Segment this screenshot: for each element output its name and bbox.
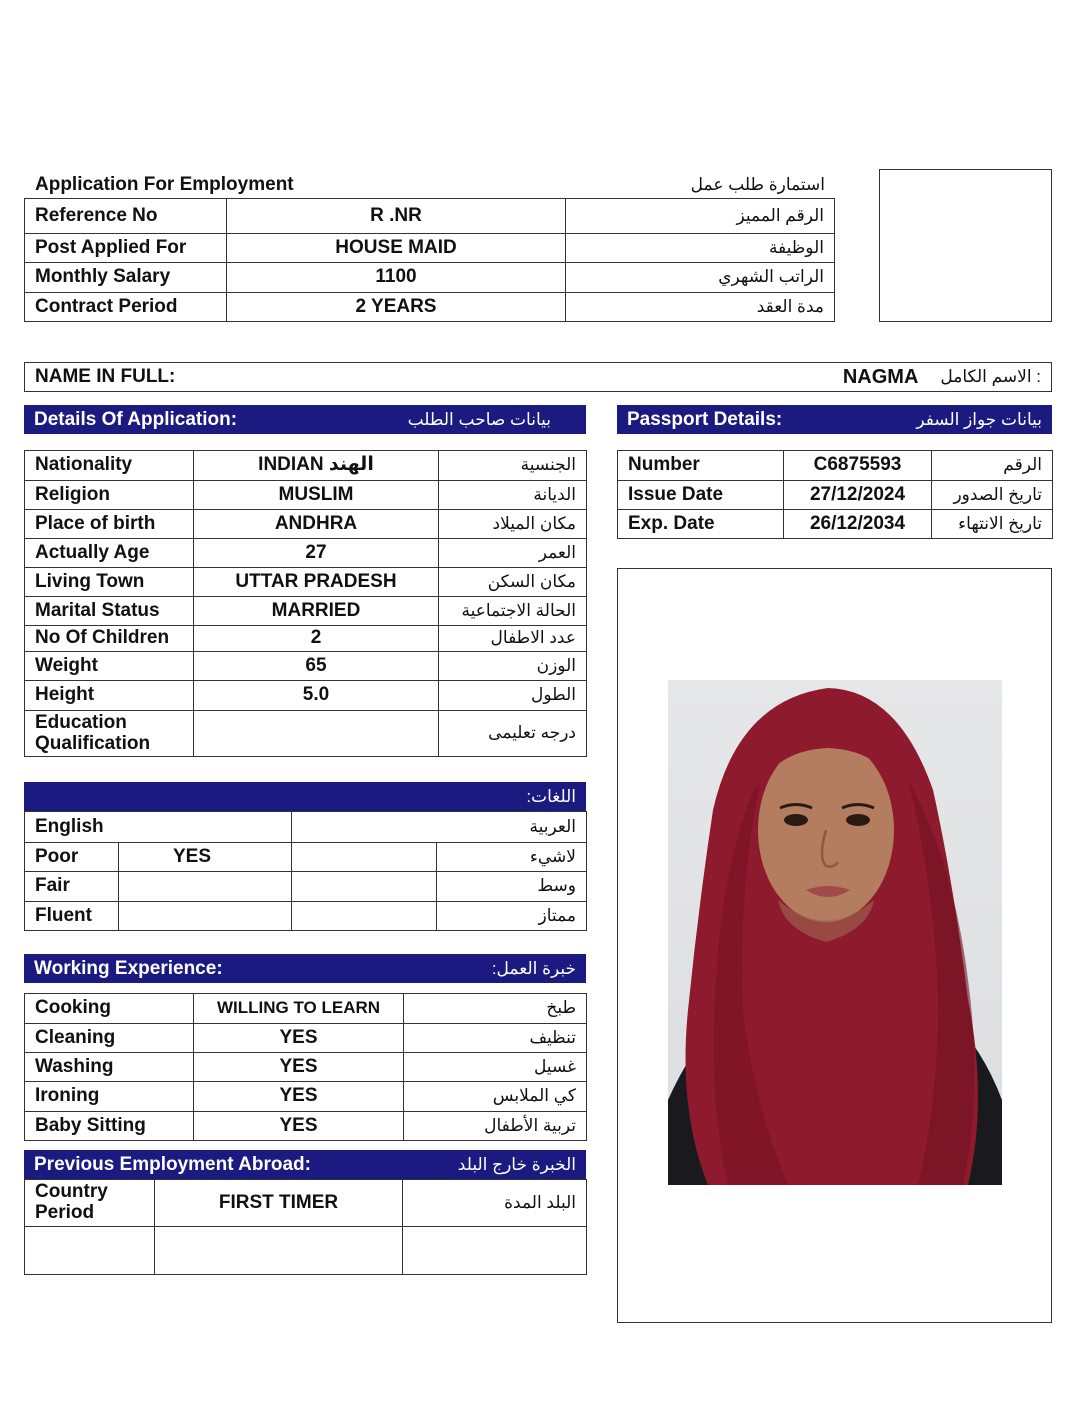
fluent-empty [292, 902, 437, 931]
marital-value: MARRIED [194, 597, 439, 626]
passport-header [617, 405, 1052, 434]
post-label-ar: الوظيفة [566, 234, 835, 263]
washing-value: YES [194, 1053, 404, 1082]
cleaning-label: Cleaning [25, 1024, 194, 1053]
exp-date-label-ar: تاريخ الانتهاء [932, 510, 1053, 539]
passport-title-ar: بيانات جواز السفر [916, 409, 1042, 429]
marital-label: Marital Status [25, 597, 194, 626]
children-label-ar: عدد الاطفال [439, 626, 587, 652]
children-label: No Of Children [25, 626, 194, 652]
fair-label-ar: وسط [437, 872, 587, 902]
table-row [25, 994, 587, 1024]
passport-number-label-ar: الرقم [932, 451, 1053, 481]
washing-label: Washing [25, 1053, 194, 1082]
babysitting-label-ar: تربية الأطفال [404, 1112, 587, 1141]
poor-empty [292, 843, 437, 872]
form-title-ar: استمارة طلب عمل [690, 175, 825, 194]
abroad-title-ar: الخبرة خارج البلد [457, 1154, 576, 1174]
table-row [25, 481, 587, 510]
abroad-empty-2 [155, 1227, 403, 1275]
education-label-line1: Education [35, 711, 127, 733]
table-row [25, 199, 835, 234]
table-row [25, 510, 587, 539]
salary-label-ar: الراتب الشهري [566, 263, 835, 293]
ironing-value: YES [194, 1082, 404, 1112]
poor-label: Poor [25, 843, 119, 872]
birthplace-value: ANDHRA [194, 510, 439, 539]
babysitting-value: YES [194, 1112, 404, 1141]
period-label: Period [35, 1202, 95, 1223]
languages-header [24, 782, 586, 811]
table-row [25, 812, 587, 843]
fair-empty [292, 872, 437, 902]
nationality-label: Nationality [25, 451, 194, 481]
education-label [25, 711, 194, 757]
education-value [194, 711, 439, 757]
table-row [25, 1112, 587, 1141]
table-row [618, 510, 1053, 539]
town-label: Living Town [25, 568, 194, 597]
reference-label-ar: الرقم المميز [566, 199, 835, 234]
exp-date-label: Exp. Date [618, 510, 784, 539]
experience-title: Working Experience: [34, 957, 223, 979]
details-title: Details Of Application: [34, 408, 238, 430]
salary-value: 1100 [227, 263, 566, 293]
passport-number-value: C6875593 [784, 451, 932, 481]
age-value: 27 [194, 539, 439, 568]
passport-table [617, 450, 1053, 539]
babysitting-label: Baby Sitting [25, 1112, 194, 1141]
birthplace-label-ar: مكان الميلاد [439, 510, 587, 539]
table-row [25, 872, 587, 902]
abroad-table [24, 1179, 587, 1275]
salary-label: Monthly Salary [25, 263, 227, 293]
reference-value: R .NR [227, 199, 566, 234]
details-header [24, 405, 586, 434]
religion-value: MUSLIM [194, 481, 439, 510]
ironing-label: Ironing [25, 1082, 194, 1112]
table-row [25, 1227, 587, 1275]
education-label-line2: Qualification [35, 732, 151, 754]
table-row [25, 681, 587, 711]
table-row [25, 1082, 587, 1112]
religion-label: Religion [25, 481, 194, 510]
cooking-label: Cooking [25, 994, 194, 1024]
abroad-title: Previous Employment Abroad: [34, 1153, 311, 1175]
applicant-photo-illustration [668, 680, 1002, 1185]
passport-number-label: Number [618, 451, 784, 481]
small-photo-box [879, 169, 1052, 322]
poor-value: YES [119, 843, 292, 872]
name-row [24, 362, 1052, 392]
religion-label-ar: الديانة [439, 481, 587, 510]
exp-date-value: 26/12/2034 [784, 510, 932, 539]
birthplace-label: Place of birth [25, 510, 194, 539]
table-row [25, 568, 587, 597]
fair-value [119, 872, 292, 902]
form-title-row [35, 173, 825, 197]
fluent-label-ar: ممتاز [437, 902, 587, 931]
name-value: NAGMA [842, 365, 919, 388]
fluent-value [119, 902, 292, 931]
children-value: 2 [194, 626, 439, 652]
table-row [25, 843, 587, 872]
form-title: Application For Employment [35, 174, 294, 195]
reference-label: Reference No [25, 199, 227, 234]
country-period-label [25, 1180, 155, 1227]
experience-table [24, 993, 587, 1141]
issue-date-label-ar: تاريخ الصدور [932, 481, 1053, 510]
details-table [24, 450, 587, 757]
table-row [25, 902, 587, 931]
abroad-empty-1 [25, 1227, 155, 1275]
table-row [25, 451, 587, 481]
height-label-ar: الطول [439, 681, 587, 711]
details-title-ar: بيانات صاحب الطلب [407, 409, 551, 429]
country-label: Country [35, 1181, 108, 1203]
cooking-value: WILLING TO LEARN [194, 994, 404, 1024]
nationality-label-ar: الجنسية [439, 451, 587, 481]
cleaning-label-ar: تنظيف [404, 1024, 587, 1053]
cleaning-value: YES [194, 1024, 404, 1053]
weight-label: Weight [25, 652, 194, 681]
table-row [25, 1180, 587, 1227]
applicant-photo [668, 680, 1002, 1185]
contract-label: Contract Period [25, 293, 227, 322]
ironing-label-ar: كي الملابس [404, 1082, 587, 1112]
table-row [618, 481, 1053, 510]
contract-label-ar: مدة العقد [566, 293, 835, 322]
arabic-label: العربية [292, 812, 587, 843]
name-label: NAME IN FULL: [35, 366, 176, 387]
cooking-label-ar: طبخ [404, 994, 587, 1024]
passport-title: Passport Details: [627, 408, 783, 430]
table-row [25, 234, 835, 263]
table-row [25, 1053, 587, 1082]
washing-label-ar: غسيل [404, 1053, 587, 1082]
table-row [25, 597, 587, 626]
table-row [618, 451, 1053, 481]
experience-title-ar: خبرة العمل: [491, 958, 576, 978]
issue-date-label: Issue Date [618, 481, 784, 510]
nationality-value: INDIAN الهند [194, 451, 439, 481]
abroad-value: FIRST TIMER [155, 1180, 403, 1227]
age-label-ar: العمر [439, 539, 587, 568]
age-label: Actually Age [25, 539, 194, 568]
table-row [25, 263, 835, 293]
weight-value: 65 [194, 652, 439, 681]
fair-label: Fair [25, 872, 119, 902]
post-label: Post Applied For [25, 234, 227, 263]
height-label: Height [25, 681, 194, 711]
weight-label-ar: الوزن [439, 652, 587, 681]
abroad-header [24, 1150, 586, 1179]
height-value: 5.0 [194, 681, 439, 711]
education-label-ar: درجه تعليمى [439, 711, 587, 757]
post-value: HOUSE MAID [227, 234, 566, 263]
table-row [25, 293, 835, 322]
town-label-ar: مكان السكن [439, 568, 587, 597]
table-row [25, 539, 587, 568]
abroad-label-ar: البلد المدة [403, 1180, 587, 1227]
table-row [25, 652, 587, 681]
town-value: UTTAR PRADESH [194, 568, 439, 597]
fluent-label: Fluent [25, 902, 119, 931]
languages-title-ar: اللغات: [526, 786, 576, 806]
table-row [25, 626, 587, 652]
table-row [25, 711, 587, 757]
english-label: English [25, 812, 292, 843]
contract-value: 2 YEARS [227, 293, 566, 322]
poor-label-ar: لاشيء [437, 843, 587, 872]
experience-header [24, 954, 586, 983]
abroad-empty-3 [403, 1227, 587, 1275]
name-label-ar: : الاسم الكامل [940, 367, 1041, 386]
marital-label-ar: الحالة الاجتماعية [439, 597, 587, 626]
table-row [25, 1024, 587, 1053]
issue-date-value: 27/12/2024 [784, 481, 932, 510]
languages-table [24, 811, 587, 931]
top-info-table [24, 198, 835, 322]
